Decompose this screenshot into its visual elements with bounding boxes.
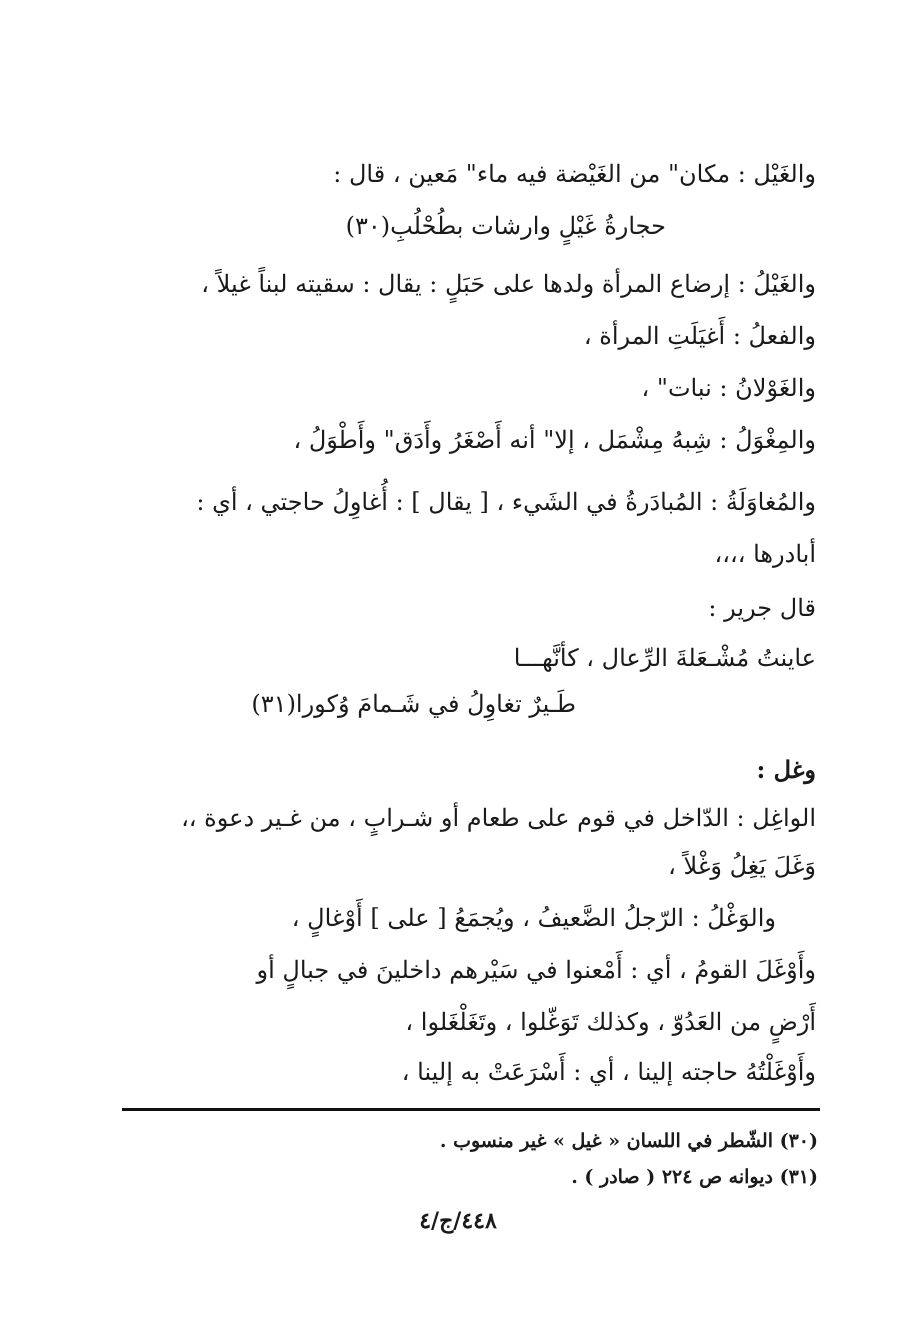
verse-line-1: حجارةُ غَيْلٍ وارشات بطُحْلُبِ(٣٠) — [345, 212, 666, 240]
page-number: ٤٤٨/ج/٤ — [419, 1208, 497, 1234]
verse-line-3: طَـيرٌ تغاوِلُ في شَـمامَ وُكورا(٣١) — [251, 690, 576, 718]
text-line-14: وأَوْغَلْتُهُ حاجته إلينا ، أي : أَسْرَعَتْ به إلينا ، — [401, 1058, 816, 1086]
text-line-8: قال جرير : — [708, 594, 816, 622]
text-line-2: والغَيْلُ : إرضاع المرأة ولدها على حَبَلٍ : يقال : سقيته لبناً غيلاً ، — [201, 270, 816, 298]
text-line-13: أَرْضٍ من العَدُوّ ، وكذلك تَوَغّلوا ، وتَغَلْغَلوا ، — [405, 1008, 816, 1036]
verse-line-2: عاينتُ مُشْـعَلةَ الرِّعال ، كأنَّهـــا — [513, 644, 816, 672]
text-line-12: وأَوْغَلَ القومُ ، أي : أَمْعنوا في سَيْرهم داخلينَ في جبالٍ أو — [256, 956, 816, 984]
text-line-4: والغَوْلانُ : نبات" ، — [641, 374, 816, 402]
text-line-5: والمِغْوَلُ : شِبهُ مِشْمَل ، إلا" أنه أَصْغَرُ وأَدَق" وأَطْوَلُ ، — [293, 426, 816, 454]
text-line-9: الواغِل : الدّاخل في قوم على طعام أو شـرابٍ ، من غـير دعوة ،، — [181, 804, 816, 832]
text-line-3: والفعلُ : أَغيَلَتِ المرأة ، — [583, 322, 816, 350]
text-line-7: أبادرها ،،،، — [714, 540, 816, 568]
text-line-1: والغَيْل : مكان" من الغَيْضة فيه ماء" مَعين ، قال : — [333, 160, 816, 188]
footnote-divider — [122, 1108, 820, 1111]
entry-heading: وغل : — [756, 755, 816, 784]
text-line-10: وَغَلَ يَغِلُ وَغْلاً ، — [668, 852, 816, 880]
text-line-6: والمُغاوَلَةُ : المُبادَرةُ في الشَيء ، [ يقال ] : أُغاوِلُ حاجتي ، أي : — [196, 488, 816, 516]
footnote-30: (٣٠) الشّطر في اللسان « غيل » غير منسوب . — [439, 1130, 818, 1152]
footnote-31: (٣١) ديوانه ص ٢٢٤ ( صادر ) . — [571, 1166, 818, 1188]
text-line-11: والوَغْلُ : الرّجلُ الضَّعيفُ ، ويُجمَعُ [ على ] أَوْغالٍ ، — [291, 904, 776, 932]
